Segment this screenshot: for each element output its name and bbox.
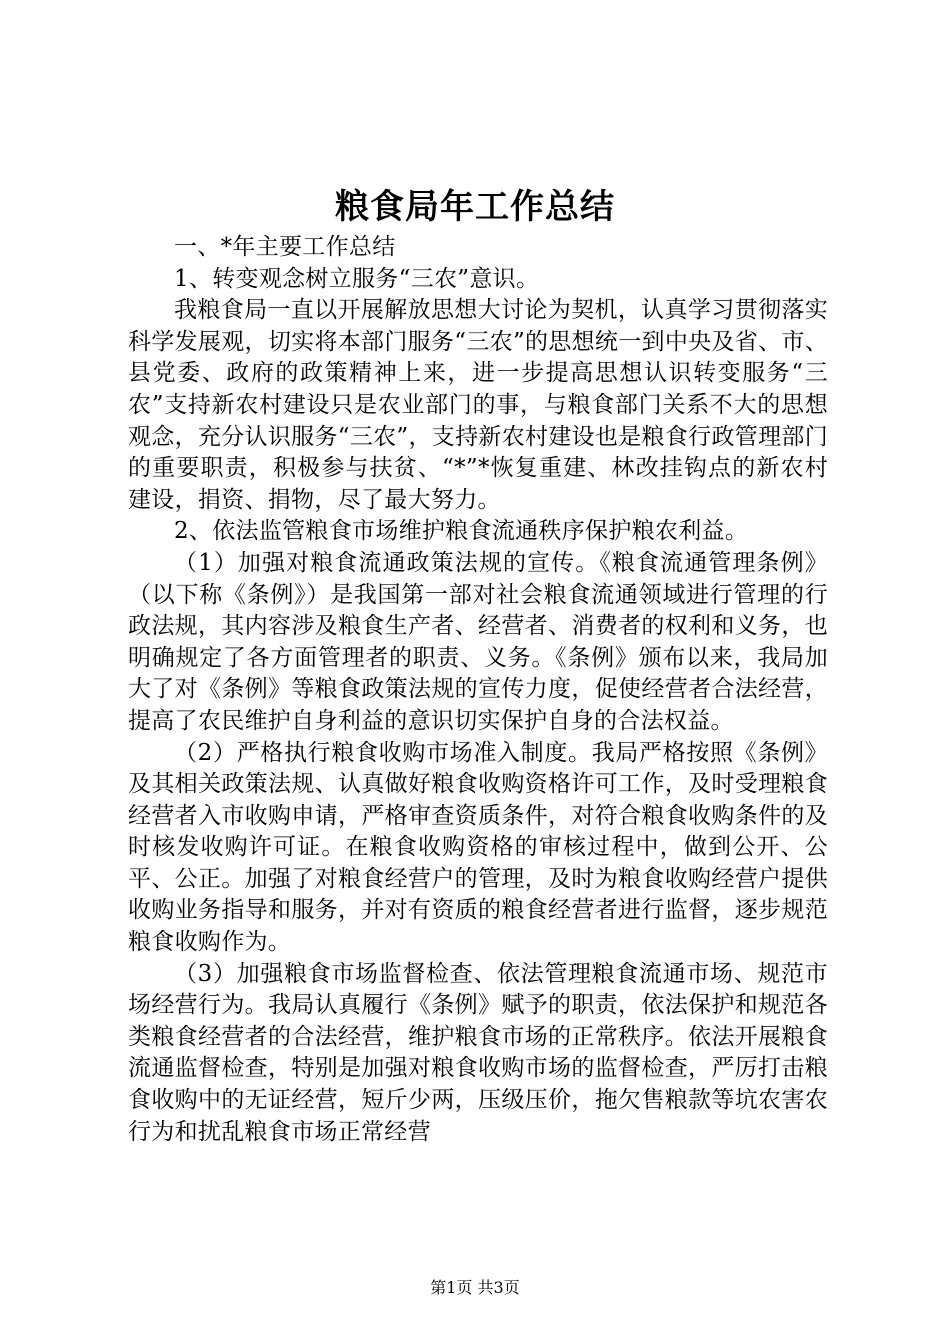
section-heading: 一、*年主要工作总结 [174, 234, 396, 260]
document-body [128, 232, 828, 1148]
document-title: 粮食局年工作总结 [335, 187, 615, 227]
subsection-heading: 1、转变观念树立服务“三农”意识。 [174, 265, 540, 292]
body-paragraph: 我粮食局一直以开展解放思想大讨论为契机，认真学习贯彻落实科学发展观，切实将本部门服务“三农”的思想统一到中央及省、市、县党委、政府的政策精神上来，进一步提高思想认识转变服务“三农”支持新农村建设只是农业部门的事，与粮食部门关系不大的思想观念，充分认识服务“三农”，支持新农村建设也是粮食行政管理部门的重要职责，积极参与扶贫、“*”*恢复重建、林改挂钩点的新农村建设，捐资、捐物，尽了最大努力。 [128, 297, 828, 513]
body-paragraph: （2）严格执行粮食收购市场准入制度。我局严格按照《条例》及其相关政策法规、认真做好粮食收购资格许可工作，及时受理粮食经营者入市收购申请，严格审查资质条件，对符合粮食收购条件的及时核发收购许可证。在粮食收购资格的审核过程中，做到公开、公平、公正。加强了对粮食经营户的管理，及时为粮食收购经营户提供收购业务指导和服务，并对有资质的粮食经营者进行监督，逐步规范粮食收购作为。 [128, 739, 828, 956]
subsection-heading: 2、依法监管粮食市场维护粮食流通秩序保护粮农利益。 [174, 518, 749, 545]
body-paragraph: （1）加强对粮食流通政策法规的宣传。《粮食流通管理条例》（以下称《条例》）是我国第一部对社会粮食流通领域进行管理的行政法规，其内容涉及粮食生产者、经营者、消费者的权利和义务，也明确规定了各方面管理者的职责、义务。《条例》颁布以来，我局加大了对《条例》等粮食政策法规的宣传力度，促使经营者合法经营，提高了农民维护自身利益的意识切实保护自身的合法权益。 [128, 549, 828, 734]
body-paragraph: （3）加强粮食市场监督检查、依法管理粮食流通市场、规范市场经营行为。我局认真履行《条例》赋予的职责，依法保护和规范各类粮食经营者的合法经营，维护粮食市场的正常秩序。依法开展粮食流通监督检查，特别是加强对粮食收购市场的监督检查，严厉打击粮食收购中的无证经营，短斤少两，压级压价，拖欠售粮款等坑农害农行为和扰乱粮食市场正常经营 [128, 960, 828, 1145]
page-number-footer: 第1页 共3页 [430, 1278, 520, 1297]
